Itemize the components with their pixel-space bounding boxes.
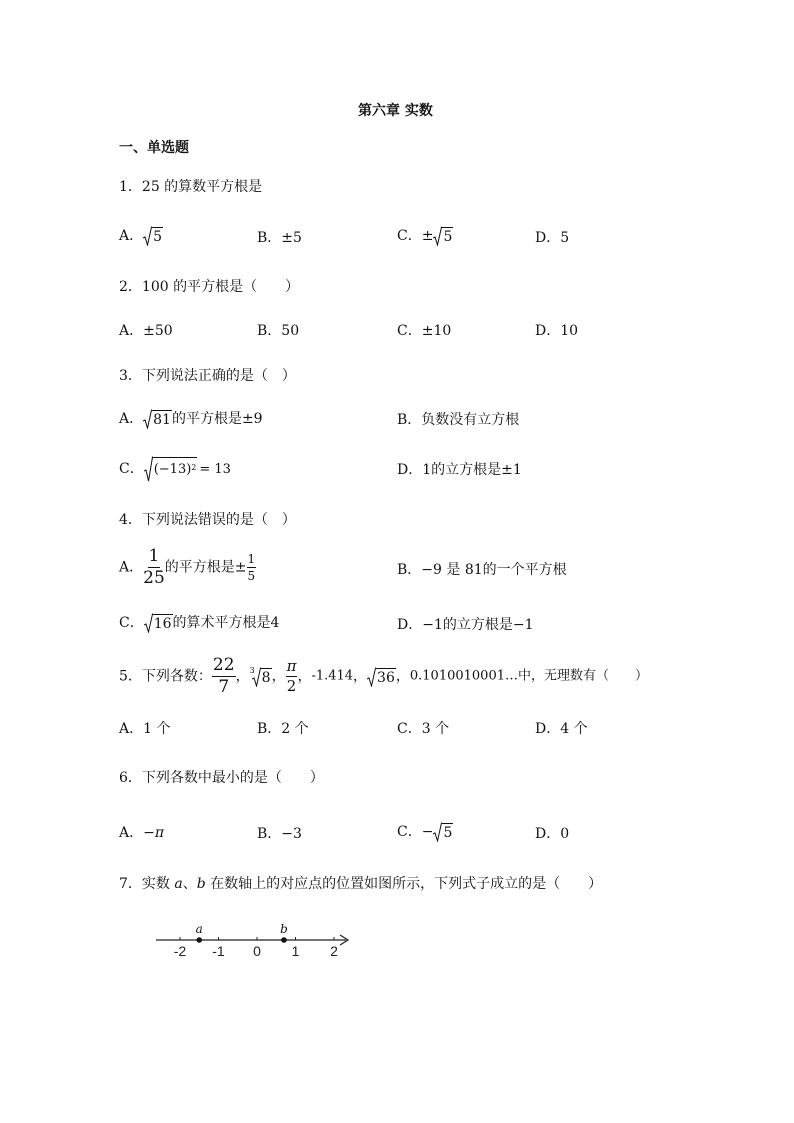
option-label: A． xyxy=(119,411,144,427)
sqrt-expression: 5 xyxy=(433,226,453,246)
q6-option-b[interactable]: B．−3 xyxy=(257,826,302,842)
fraction: $\frac{1}{25}$ xyxy=(143,546,165,588)
q4-option-b[interactable]: B．−9 是 81的一个平方根 xyxy=(397,562,567,578)
question-2-stem: 2．100 的平方根是（ ） xyxy=(119,279,300,295)
q1-option-d[interactable]: D．5 xyxy=(535,230,570,246)
q3-option-b[interactable]: B．负数没有立方根 xyxy=(397,412,520,428)
sqrt-expression: 81 xyxy=(143,409,172,429)
option-label: A． xyxy=(119,228,144,244)
q5-option-d[interactable]: D．4 个 xyxy=(535,721,588,737)
option-text: 的平方根是±9 xyxy=(171,411,263,427)
sqrt-expression: $(-13)^2$ xyxy=(144,456,198,482)
q5-option-b[interactable]: B．2 个 xyxy=(257,721,309,737)
q3-option-c[interactable] xyxy=(119,456,231,482)
tick-label: 1 xyxy=(291,943,300,959)
tick-label: -1 xyxy=(212,943,225,959)
point-label-a: a xyxy=(195,922,203,936)
variable-a: a xyxy=(174,876,183,892)
point-label-b: b xyxy=(280,922,288,936)
tick-label: 0 xyxy=(253,943,261,959)
point-b xyxy=(281,937,287,943)
q4-option-c[interactable] xyxy=(119,613,279,633)
sqrt-expression: 36 xyxy=(367,667,396,687)
q2-option-c[interactable]: C．±10 xyxy=(397,323,452,339)
sqrt-expression: 5 xyxy=(433,822,453,842)
section-heading: 一、单选题 xyxy=(119,140,189,156)
option-label: A． xyxy=(119,559,144,576)
q6-option-c[interactable] xyxy=(397,822,453,842)
cube-root-expression: 3 8 xyxy=(249,665,271,686)
sqrt-expression: 5 xyxy=(143,226,163,246)
option-text: = 13 xyxy=(199,462,231,477)
q1-option-b[interactable]: B．±5 xyxy=(257,230,302,246)
question-4-stem: 4．下列说法错误的是（ ） xyxy=(119,512,296,528)
q3-option-a[interactable] xyxy=(119,409,263,429)
option-label: A． xyxy=(119,825,144,841)
q5-option-a[interactable]: A．1 个 xyxy=(119,721,171,737)
q2-option-d[interactable]: D．10 xyxy=(535,323,579,339)
q4-option-a[interactable] xyxy=(119,548,256,587)
q2-option-a[interactable]: A．±50 xyxy=(119,323,173,339)
point-a xyxy=(196,937,202,943)
option-text: 的算术平方根是4 xyxy=(172,615,280,631)
page-title: 第六章 实数 xyxy=(358,103,433,119)
q6-option-d[interactable]: D．0 xyxy=(535,826,570,842)
option-label: C． xyxy=(119,461,144,477)
q4-option-d[interactable]: D．−1的立方根是−1 xyxy=(397,617,534,633)
option-text: 的平方根是± xyxy=(164,559,247,576)
tick-label: 2 xyxy=(330,943,338,959)
question-3-stem: 3．下列说法正确的是（ ） xyxy=(119,368,296,384)
q2-option-b[interactable]: B．50 xyxy=(257,323,300,339)
question-1-stem: 1．25 的算数平方根是 xyxy=(119,179,263,195)
q3-option-d[interactable]: D．1的立方根是±1 xyxy=(397,462,522,478)
variable-b: b xyxy=(196,876,206,892)
option-label: C．± xyxy=(397,228,434,244)
fraction-22-7: $\frac{22}{7}$ xyxy=(212,655,235,697)
option-label: C．− xyxy=(397,824,434,840)
q1-option-a[interactable] xyxy=(119,226,163,246)
tick-label: -2 xyxy=(173,943,187,959)
q6-option-a[interactable] xyxy=(119,823,164,843)
question-7-stem: 7．实数 a、b 在数轴上的对应点的位置如图所示，下列式子成立的是（ ） xyxy=(119,876,603,892)
sqrt-expression: 16 xyxy=(144,613,173,633)
option-label: C． xyxy=(119,615,144,631)
q1-option-c[interactable] xyxy=(397,226,453,246)
number-line-figure xyxy=(150,920,370,970)
q5-option-c[interactable]: C．3 个 xyxy=(397,721,450,737)
fraction: $\frac{1}{5}$ xyxy=(247,552,256,583)
fraction-pi-2: $\frac{\pi}{2}$ xyxy=(286,657,297,695)
question-5-stem: 5．下列各数： $\frac{22}{7}$ ， 3 8 ， $\frac{\pi}{2}$ ，-1.414， 36 ，0.1010010001…中，无理数有（ ） xyxy=(119,655,648,697)
option-value: −π xyxy=(143,825,165,841)
question-6-stem: 6．下列各数中最小的是（ ） xyxy=(119,770,324,786)
